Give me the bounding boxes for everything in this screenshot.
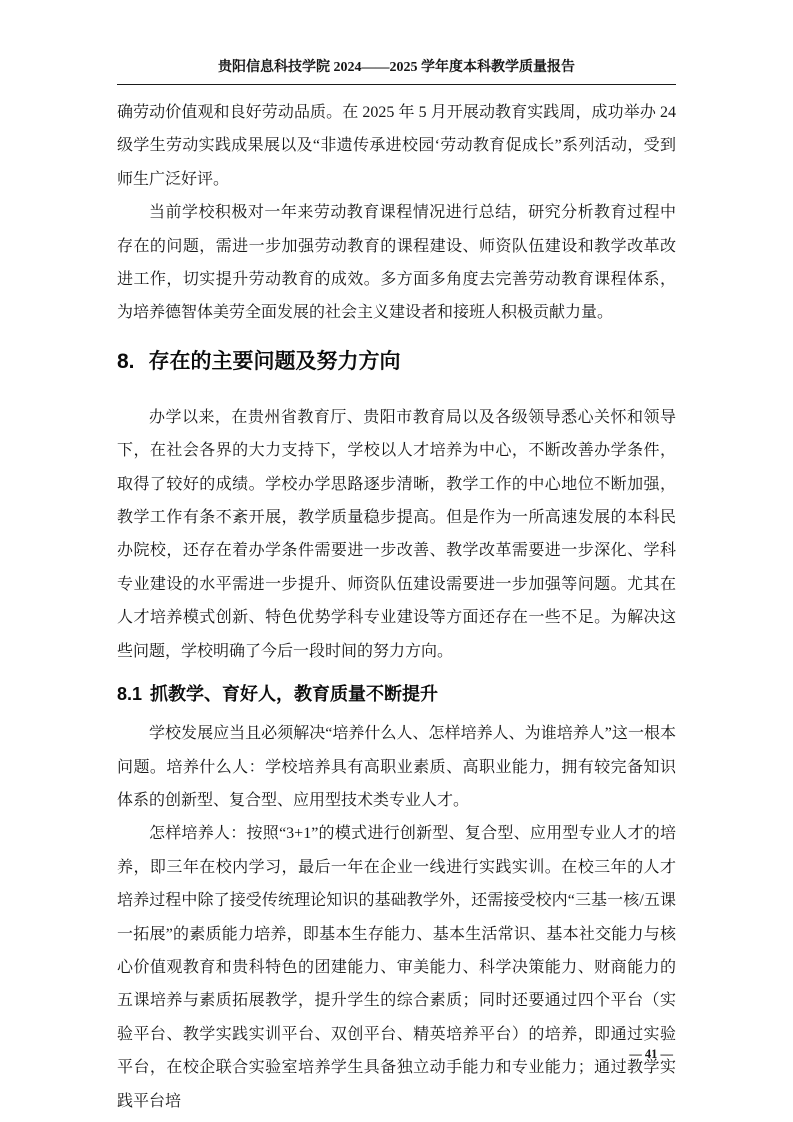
page-number: — 41 — xyxy=(629,1047,673,1061)
document-body xyxy=(117,96,676,1118)
paragraph-cultivate-how: 怎样培养人：按照“3+1”的模式进行创新型、复合型、应用型专业人才的培养，即三年在校内学习，最后一年在企业一线进行实践实训。在校三年的人才培养过程中除了接受传统理论知识的基础教学外，还需接受校内“三基一核/五课一拓展”的素质能力培养，即基本生存能力、基本生活常识、基本社交能力与核心价值观教育和贵科特色的团建能力、审美能力、科学决策能力、财商能力的五课培养与素质拓展教学，提升学生的综合素质；同时还要通过四个平台（实验平台、教学实践实训平台、双创平台、精英培养平台）的培养，即通过实验平台，在校企联合实验室培养学生具备独立动手能力和专业能力；通过教学实践平台培 xyxy=(117,825,676,1110)
subsection-title: 抓教学、育好人，教育质量不断提升 xyxy=(150,684,439,705)
paragraph-school-overview: 办学以来，在贵州省教育厅、贵阳市教育局以及各级领导悉心关怀和领导下，在社会各界的大力支持下，学校以人才培养为中心，不断改善办学条件，取得了较好的成绩。学校办学思路逐步清晰，教学工作的中心地位不断加强，教学工作有条不紊开展，教学质量稳步提高。但是作为一所高速发展的本科民办院校，还存在着办学条件需要进一步改善、教学改革需要进一步深化、学科专业建设的水平需进一步提升、师资队伍建设需要进一步加强等问题。尤其在人才培养模式创新、特色优势学科专业建设等方面还存在一些不足。为解决这些问题，学校明确了今后一段时间的努力方向。 xyxy=(117,408,676,660)
subsection-number: 8.1 xyxy=(117,684,143,705)
paragraph-cultivate-who: 学校发展应当且必须解决“培养什么人、怎样培养人、为谁培养人”这一根本问题。培养什么人：学校培养具有高职业素质、高职业能力，拥有较完备知识体系的创新型、复合型、应用型技术类专业人才。 xyxy=(117,725,676,809)
paragraph-labor-education-continuation: 确劳动价值观和良好劳动品质。在 2025 年 5 月开展动教育实践周，成功举办 24 级学生劳动实践成果展以及“非遗传承进校园‘劳动教育促成长”系列活动，受到师生广泛好评。 xyxy=(117,104,676,188)
page-header xyxy=(117,0,676,85)
section-heading-8 xyxy=(117,347,676,377)
section-number: 8. xyxy=(117,349,135,373)
paragraph-labor-education-summary: 当前学校积极对一年来劳动教育课程情况进行总结，研究分析教育过程中存在的问题，需进一步加强劳动教育的课程建设、师资队伍建设和教学改革改进工作，切实提升劳动教育的成效。多方面多角度去完善劳动教育课程体系，为培养德智体美劳全面发展的社会主义建设者和接班人积极贡献力量。 xyxy=(117,204,676,322)
subsection-heading-8-1 xyxy=(117,681,676,707)
section-title: 存在的主要问题及努力方向 xyxy=(148,349,401,373)
header-title: 贵阳信息科技学院 2024——2025 学年度本科教学质量报告 xyxy=(218,60,575,75)
